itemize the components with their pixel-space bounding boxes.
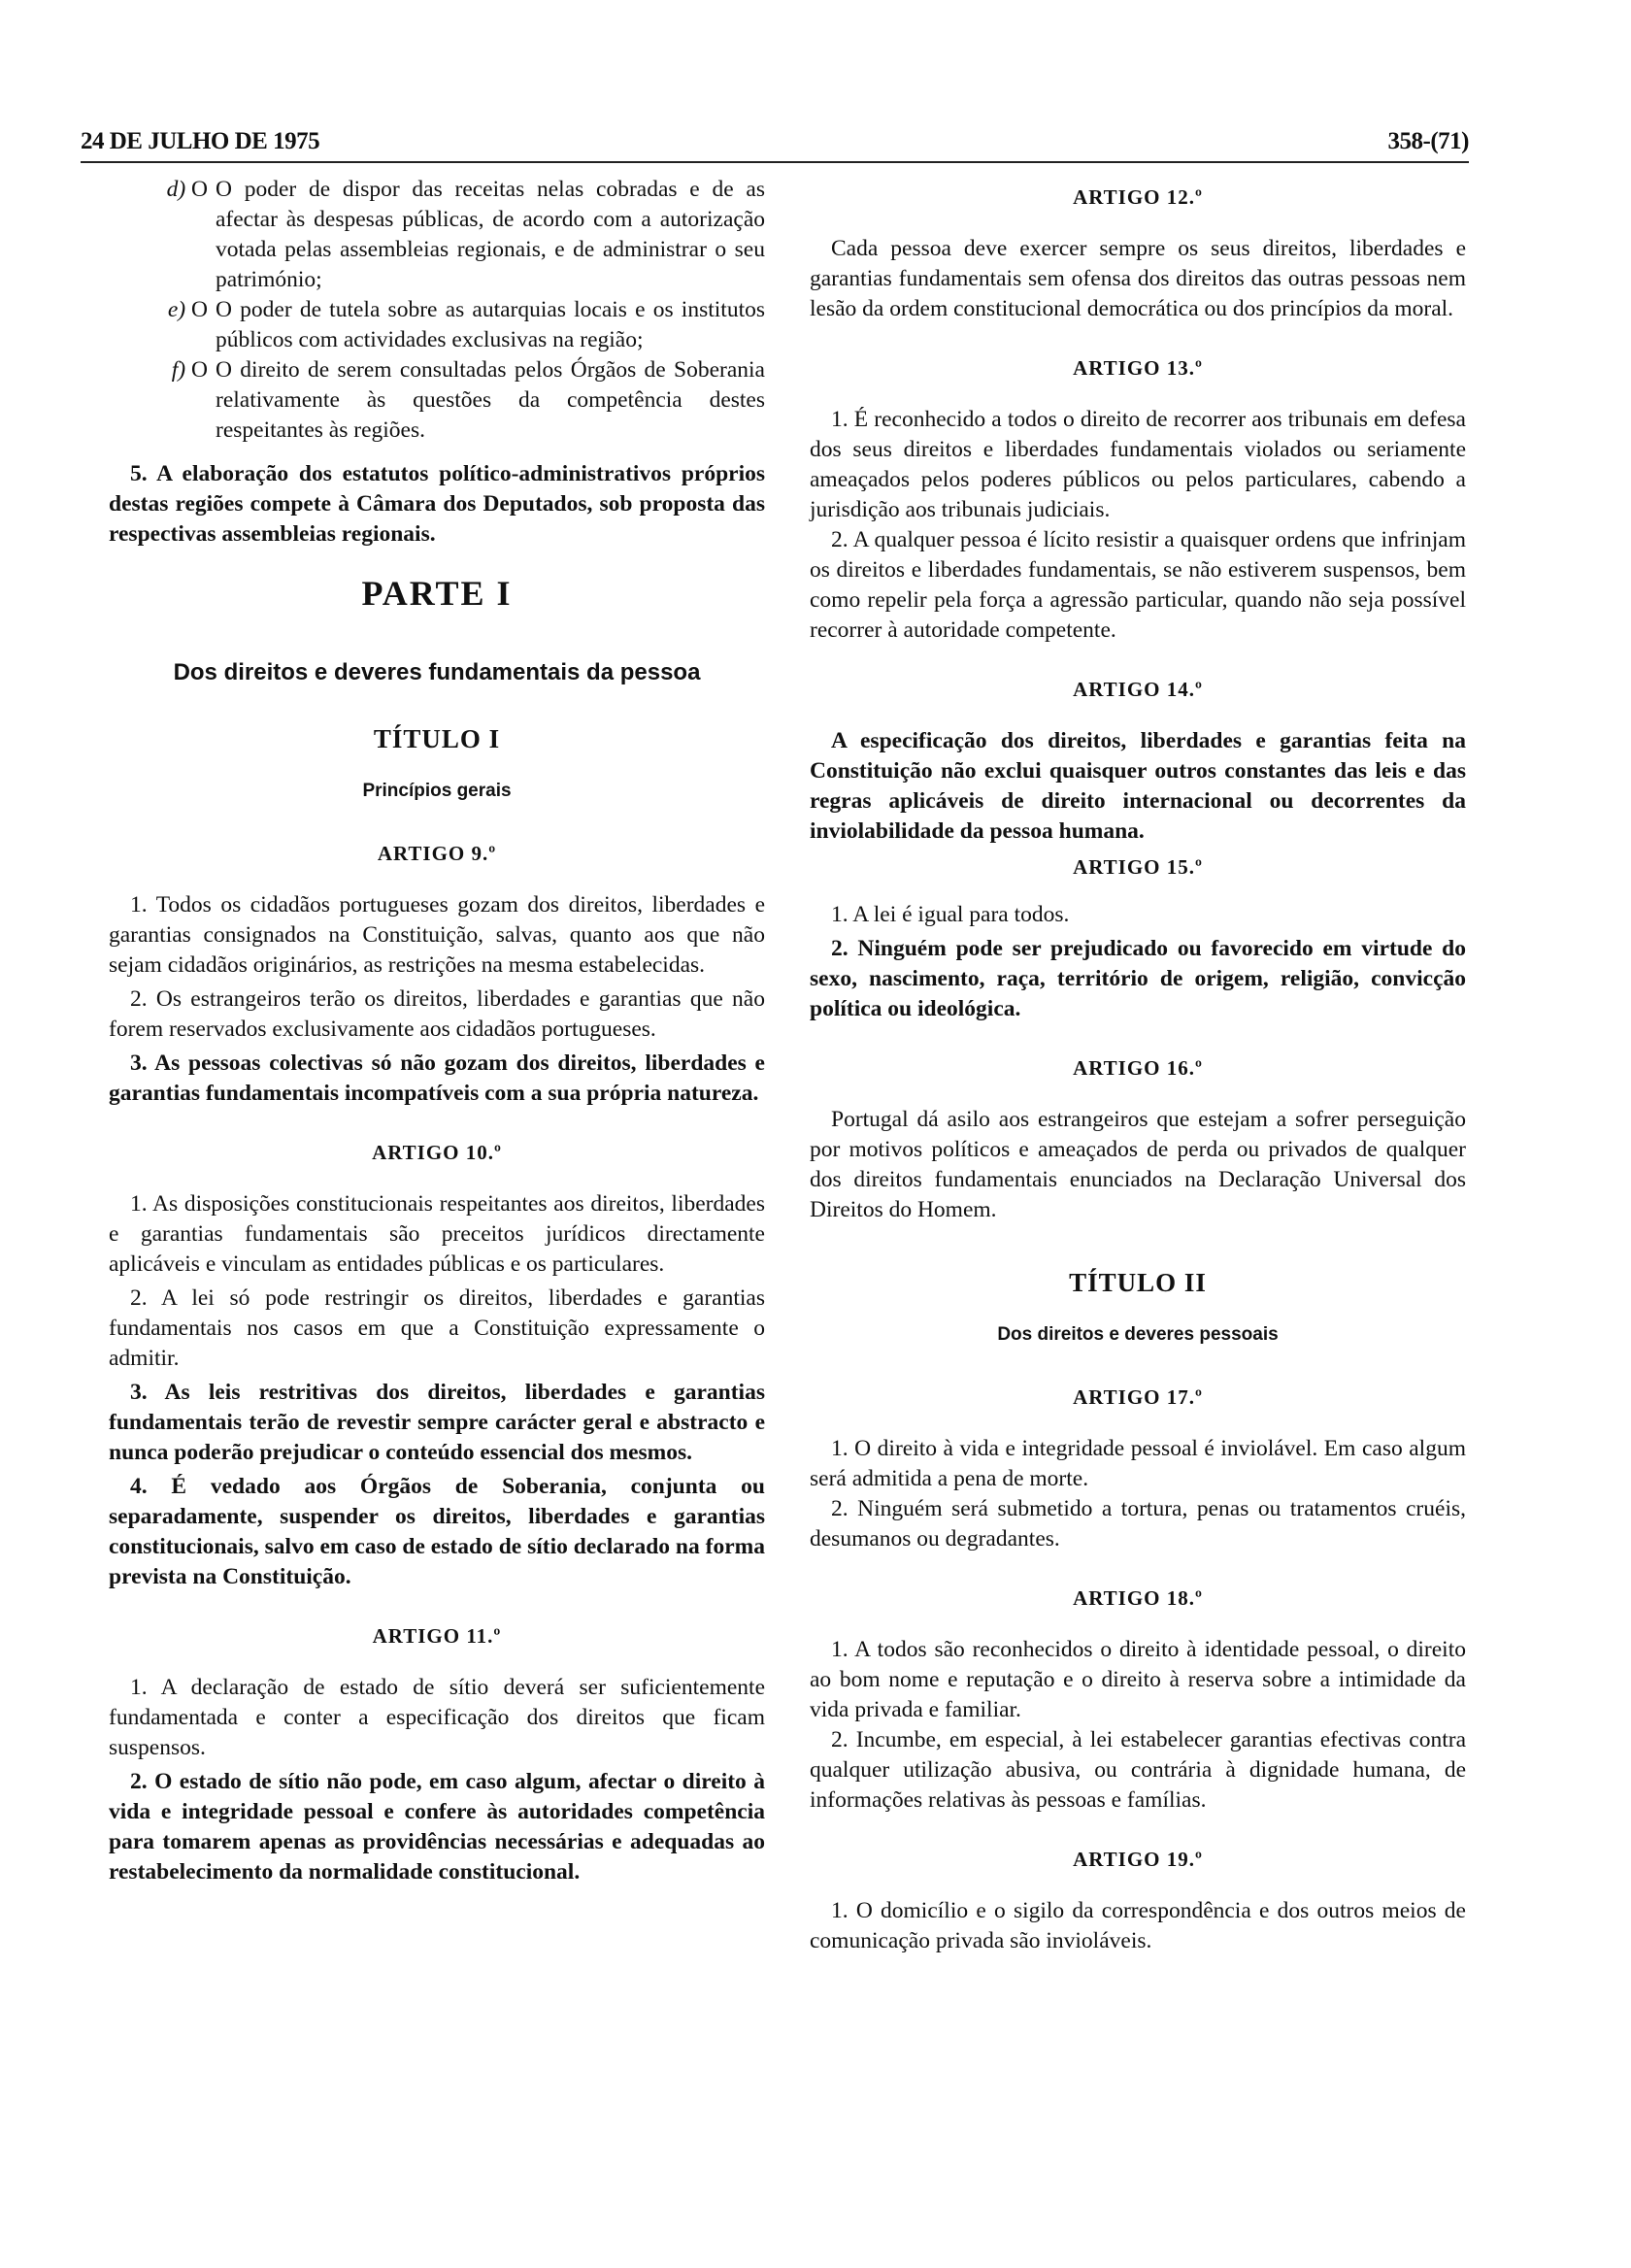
artigo-15-heading: ARTIGO 15.º xyxy=(1073,855,1203,879)
titulo-ii-subtitle: Dos direitos e deveres pessoais xyxy=(997,1324,1279,1345)
list-item-f: f) O O direito de serem consultadas pelos Órgãos de Soberania relativamente às questões da competência destes respeitantes às regiões. xyxy=(109,355,765,446)
artigo-9-paragraph-1: 1. Todos os cidadãos portugueses gozam dos direitos, liberdades e garantias consignados na Constituição, salvas, quanto aos que não sejam cidadãos originários, as restrições na mesma estabelecidas. xyxy=(109,892,765,978)
item-text: O poder de dispor das receitas nelas cobradas e de as afectar às despesas públicas, de acordo com a autorização votada pelas assembleias regionais, e de administrar o seu património; xyxy=(216,177,765,292)
list-item-d: d) O O poder de dispor das receitas nelas cobradas e de as afectar às despesas públicas, de acordo com a autorização votada pelas assembleias regionais, e de administrar o seu património; xyxy=(109,175,765,295)
parte-heading: PARTE I xyxy=(361,574,513,613)
artigo-18-heading: ARTIGO 18.º xyxy=(1073,1586,1203,1610)
artigo-10-paragraph-2: 2. A lei só pode restringir os direitos, liberdades e garantias fundamentais nos casos em que a Constituição expressamente o admitir. xyxy=(109,1285,765,1371)
item-marker: f) xyxy=(171,357,186,383)
item-text: O direito de serem consultadas pelos Órgãos de Soberania relativamente às questões da competência destes respeitantes às regiões. xyxy=(216,357,765,443)
artigo-14-paragraph-1: A especificação dos direitos, liberdades e garantias feita na Constituição não exclui quaisquer outros constantes das leis e das regras aplicáveis de direito internacional ou decorrentes da inviolabilidade da pessoa humana. xyxy=(810,728,1466,844)
artigo-11-paragraph-1: 1. A declaração de estado de sítio deverá ser suficientemente fundamentada e conter a especificação dos direitos que ficam suspensos. xyxy=(109,1675,765,1760)
artigo-13-heading: ARTIGO 13.º xyxy=(1073,356,1203,380)
artigo-10-heading: ARTIGO 10.º xyxy=(372,1141,502,1164)
artigo-14-heading: ARTIGO 14.º xyxy=(1073,678,1203,701)
publication-date: 24 DE JULHO DE 1975 xyxy=(81,128,320,154)
artigo-18-paragraph-2: 2. Incumbe, em especial, à lei estabelecer garantias efectivas contra qualquer utilização abusiva, ou contrária à dignidade humana, de informações relativas às pessoas e famílias. xyxy=(810,1727,1466,1813)
artigo-17-paragraph-1: 1. O direito à vida e integridade pessoal é inviolável. Em caso algum será admitida a pena de morte. xyxy=(810,1436,1466,1491)
left-column xyxy=(109,175,765,1891)
artigo-11-paragraph-2: 2. O estado de sítio não pode, em caso algum, afectar o direito à vida e integridade pessoal e confere às autoridades competência para tomarem apenas as providências necessárias e adequadas ao restabelecimento da normalidade constitucional. xyxy=(109,1769,765,1884)
artigo-9-paragraph-3: 3. As pessoas colectivas só não gozam dos direitos, liberdades e garantias fundamentais incompatíveis com a sua própria natureza. xyxy=(109,1051,765,1106)
artigo-13-paragraph-2: 2. A qualquer pessoa é lícito resistir a quaisquer ordens que infrinjam os direitos e liberdades fundamentais, se não estiverem suspensos, bem como repelir pela força a agressão particular, quando não seja possível recorrer à autoridade competente. xyxy=(810,527,1466,643)
titulo-heading: TÍTULO I xyxy=(373,724,501,753)
right-column xyxy=(810,175,1466,1960)
parte-subtitle: Dos direitos e deveres fundamentais da pessoa xyxy=(173,659,701,685)
artigo-10-paragraph-3: 3. As leis restritivas dos direitos, liberdades e garantias fundamentais terão de revestir sempre carácter geral e abstracto e nunca poderão prejudicar o conteúdo essencial dos mesmos. xyxy=(109,1380,765,1465)
artigo-9-heading: ARTIGO 9.º xyxy=(377,842,497,865)
artigo-15-paragraph-2: 2. Ninguém pode ser prejudicado ou favorecido em virtude do sexo, nascimento, raça, território de origem, religião, convicção política ou ideológica. xyxy=(810,936,1466,1021)
artigo-12-heading: ARTIGO 12.º xyxy=(1073,185,1203,209)
artigo-17-paragraph-2: 2. Ninguém será submetido a tortura, penas ou tratamentos cruéis, desumanos ou degradantes. xyxy=(810,1496,1466,1551)
titulo-ii-heading: TÍTULO II xyxy=(1069,1268,1207,1297)
item-marker: d) xyxy=(166,177,186,202)
paragraph-5: 5. A elaboração dos estatutos político-administrativos próprios destas regiões compete à Câmara dos Deputados, sob proposta das respectivas assembleias regionais. xyxy=(109,461,765,547)
artigo-17-heading: ARTIGO 17.º xyxy=(1073,1385,1203,1409)
artigo-13-paragraph-1: 1. É reconhecido a todos o direito de recorrer aos tribunais em defesa dos seus direitos e liberdades fundamentais violados ou seriamente ameaçados pelos poderes públicos ou pelos particulares, cabendo a jurisdição aos tribunais judiciais. xyxy=(810,407,1466,522)
header-rule xyxy=(81,161,1469,163)
item-text: O poder de tutela sobre as autarquias locais e os institutos públicos com actividades exclusivas na região; xyxy=(216,297,765,352)
item-marker: e) xyxy=(167,297,186,322)
artigo-18-paragraph-1: 1. A todos são reconhecidos o direito à identidade pessoal, o direito ao bom nome e reputação e o direito à reserva sobre a intimidade da vida privada e familiar. xyxy=(810,1637,1466,1722)
artigo-10-paragraph-1: 1. As disposições constitucionais respeitantes aos direitos, liberdades e garantias fundamentais são preceitos jurídicos directamente aplicáveis e vinculam as entidades públicas e os particulares. xyxy=(109,1191,765,1277)
artigo-9-paragraph-2: 2. Os estrangeiros terão os direitos, liberdades e garantias que não forem reservados exclusivamente aos cidadãos portugueses. xyxy=(109,986,765,1042)
artigo-10-paragraph-4: 4. É vedado aos Órgãos de Soberania, conjunta ou separadamente, suspender os direitos, liberdades e garantias constitucionais, salvo em caso de estado de sítio declarado na forma prevista na Constituição. xyxy=(109,1474,765,1589)
titulo-subtitle: Princípios gerais xyxy=(362,781,512,801)
artigo-19-heading: ARTIGO 19.º xyxy=(1073,1848,1203,1871)
artigo-19-paragraph-1: 1. O domicílio e o sigilo da correspondência e dos outros meios de comunicação privada são invioláveis. xyxy=(810,1898,1466,1953)
artigo-16-heading: ARTIGO 16.º xyxy=(1073,1056,1203,1080)
artigo-15-paragraph-1: 1. A lei é igual para todos. xyxy=(831,902,1070,927)
artigo-12-paragraph-1: Cada pessoa deve exercer sempre os seus direitos, liberdades e garantias fundamentais sem ofensa dos direitos das outras pessoas nem lesão da ordem constitucional democrática ou dos princípios da moral. xyxy=(810,236,1466,321)
artigo-11-heading: ARTIGO 11.º xyxy=(372,1624,502,1648)
artigo-16-paragraph-1: Portugal dá asilo aos estrangeiros que estejam a sofrer perseguição por motivos políticos e ameaçados de perda ou privados de qualquer dos direitos fundamentais enunciados na Declaração Universal dos Direitos do Homem. xyxy=(810,1107,1466,1222)
page-number: 358-(71) xyxy=(1387,128,1469,154)
list-item-e: e) O O poder de tutela sobre as autarquias locais e os institutos públicos com actividades exclusivas na região; xyxy=(109,295,765,355)
